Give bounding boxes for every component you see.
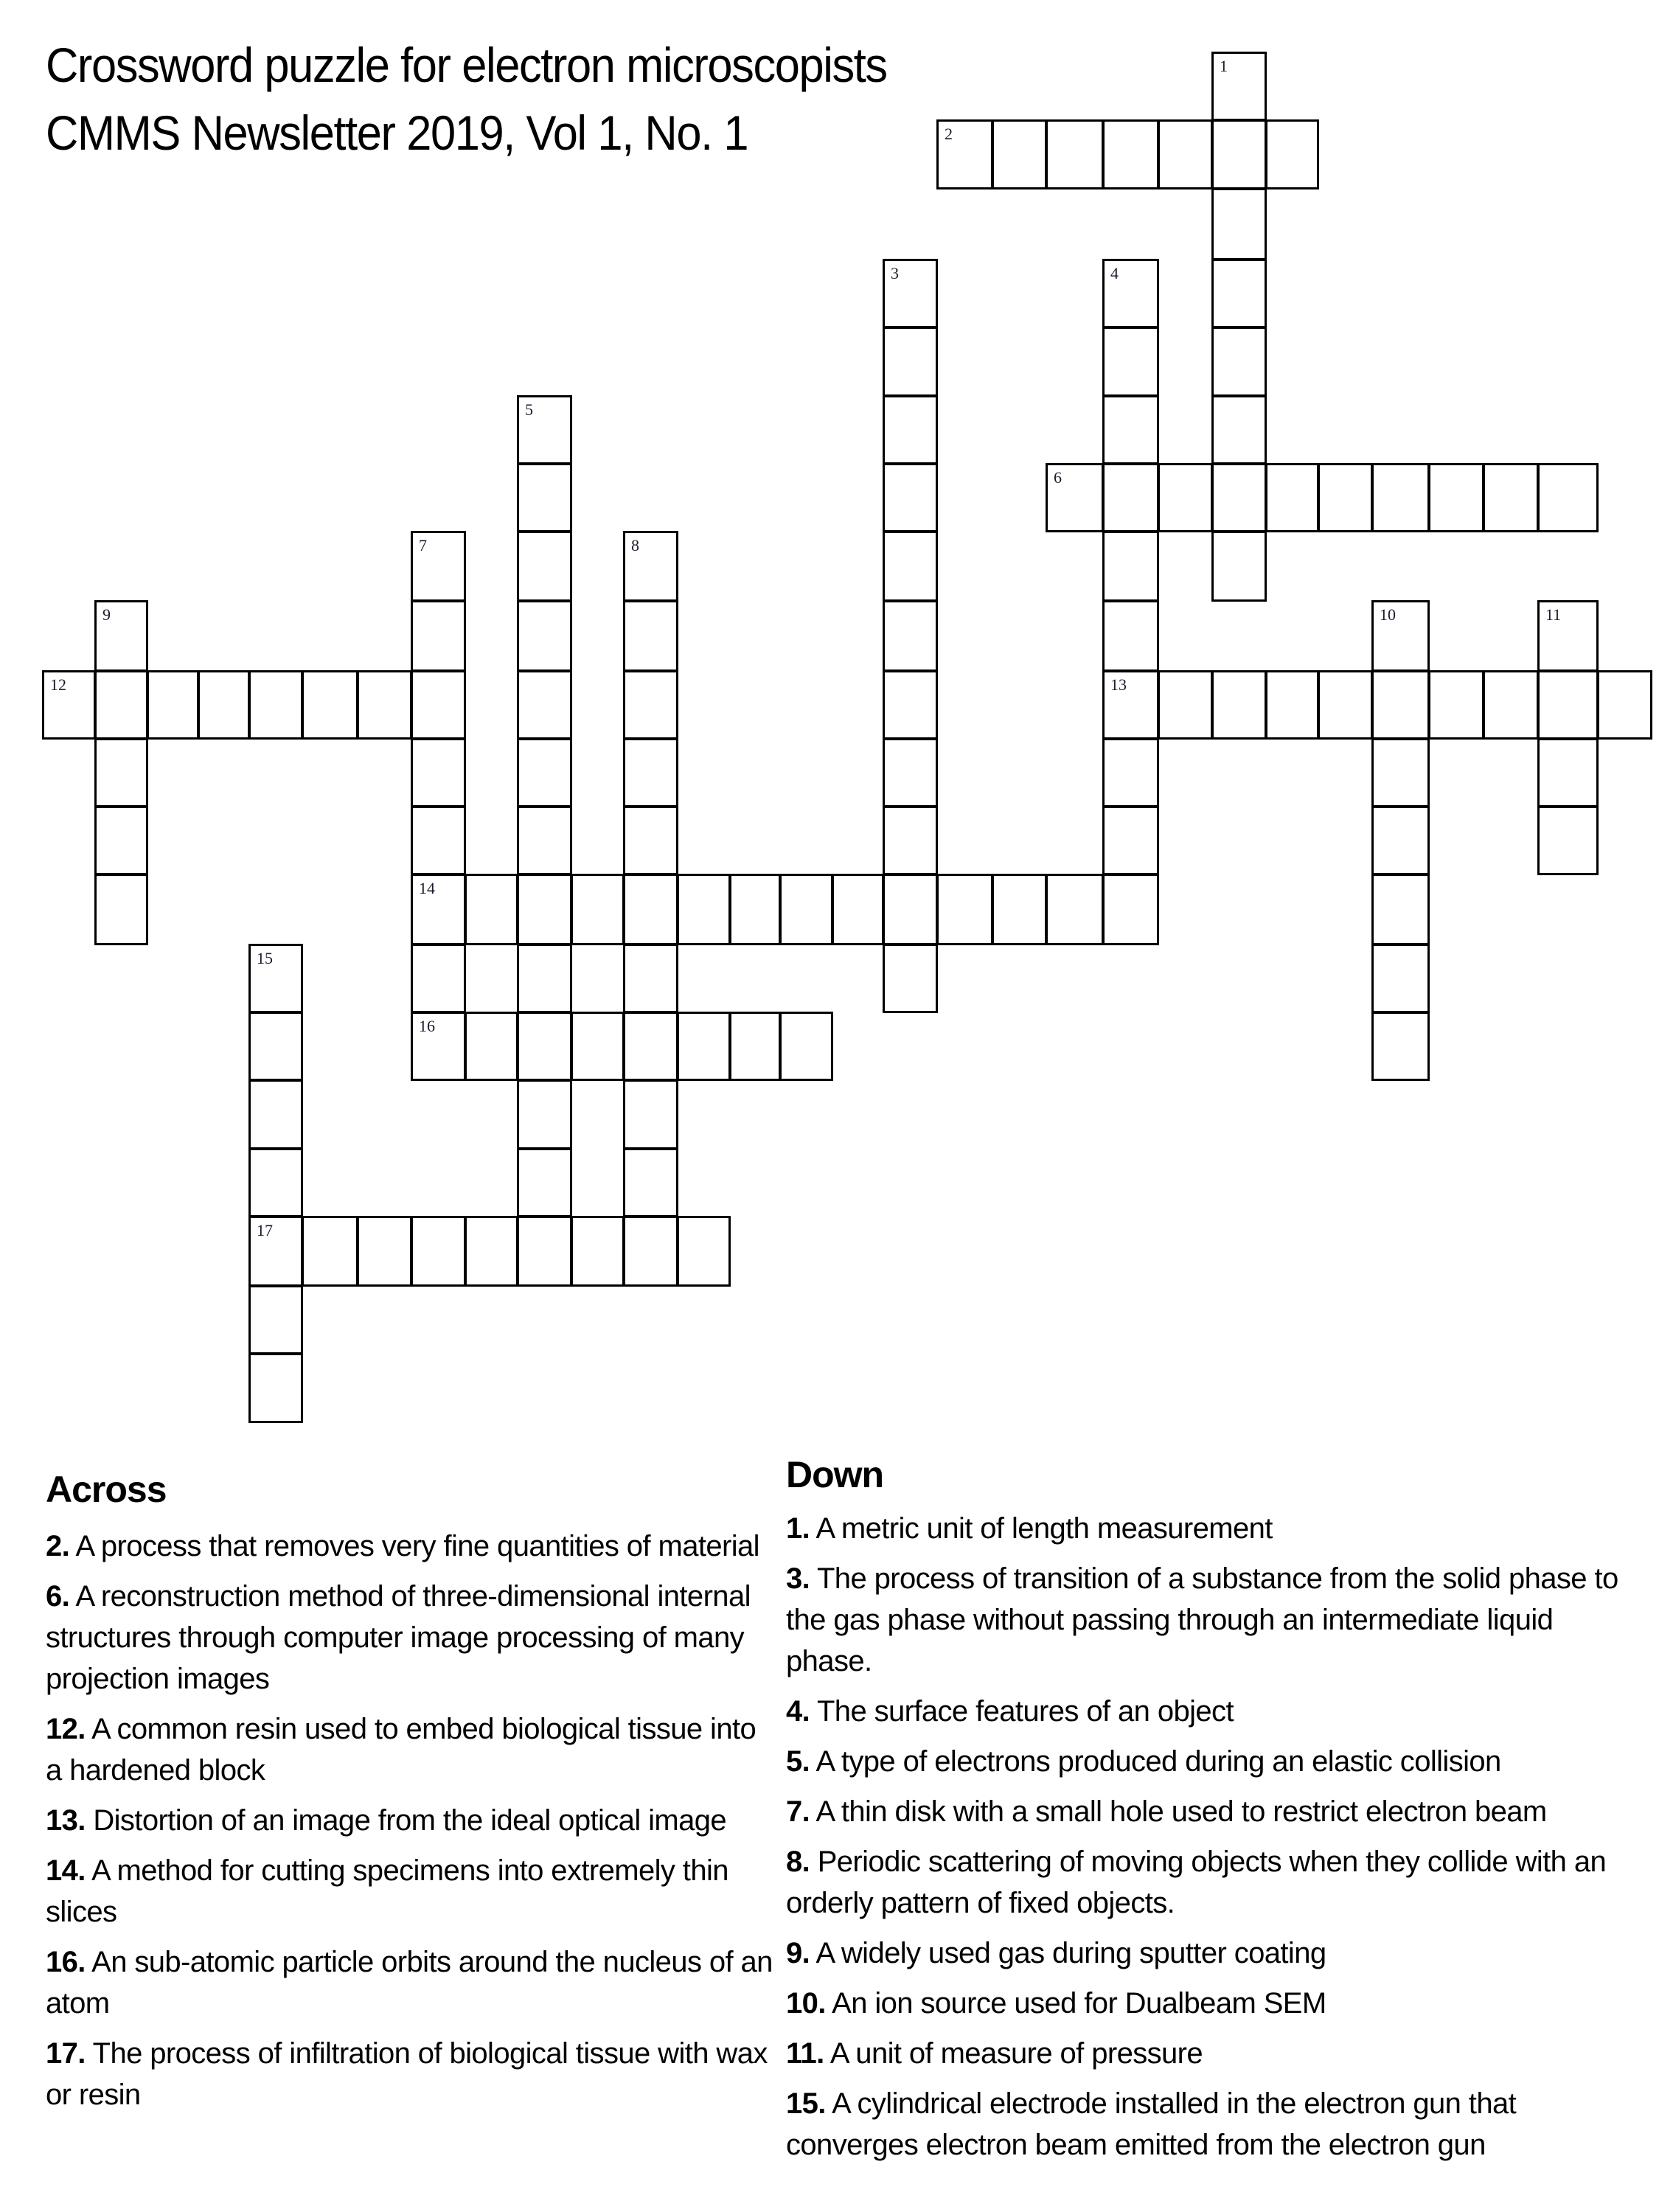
crossword-cell[interactable]	[1102, 806, 1159, 875]
crossword-cell[interactable]	[198, 670, 250, 740]
crossword-cell[interactable]	[517, 738, 572, 807]
down-clue-9	[786, 1933, 1634, 1974]
clue-number-label: 5	[525, 400, 533, 419]
crossword-cell[interactable]	[1371, 463, 1430, 532]
crossword-cell[interactable]	[1428, 670, 1484, 740]
crossword-cell[interactable]	[1371, 874, 1430, 945]
crossword-cell[interactable]	[1537, 806, 1599, 875]
clue-text: An ion source used for Dualbeam SEM	[832, 1987, 1326, 2020]
crossword-cell[interactable]	[248, 1079, 303, 1150]
crossword-cell[interactable]	[1483, 463, 1539, 532]
crossword-cell[interactable]	[302, 1216, 358, 1287]
clue-number-label: 6	[1054, 468, 1062, 487]
crossword-cell[interactable]	[517, 463, 572, 532]
clue-number-label: 9	[102, 605, 111, 624]
across-clue-17	[46, 2033, 776, 2115]
clue-text: A process that removes very fine quantities of material	[75, 1530, 759, 1562]
crossword-cell[interactable]	[94, 874, 148, 945]
clue-number-label: 3	[891, 264, 899, 282]
crossword-cell[interactable]	[517, 874, 572, 945]
crossword-cell[interactable]	[1046, 874, 1104, 945]
clue-number-label: 2	[945, 125, 953, 143]
crossword-cell[interactable]	[248, 1285, 303, 1354]
clue-number-label: 16	[419, 1017, 435, 1035]
clue-text: The process of transition of a substance from the solid phase to the gas phase without passing through an intermediate liquid phase.	[786, 1562, 1618, 1677]
clue-number: 12.	[46, 1713, 86, 1745]
across-clue-13	[46, 1800, 776, 1841]
crossword-cell[interactable]	[147, 670, 199, 740]
crossword-cell[interactable]	[517, 1148, 572, 1217]
across-clue-6	[46, 1576, 776, 1700]
clue-text: The process of infiltration of biological tissue with wax or resin	[46, 2037, 768, 2111]
crossword-cell[interactable]	[623, 1012, 678, 1081]
across-clue-16	[46, 1941, 776, 2024]
clue-text: The surface features of an object	[816, 1695, 1234, 1728]
crossword-cell[interactable]	[623, 1216, 678, 1287]
crossword-cell[interactable]	[248, 944, 303, 1013]
crossword-cell[interactable]	[992, 874, 1047, 945]
crossword-cell[interactable]	[1371, 670, 1430, 740]
crossword-cell[interactable]	[1537, 463, 1599, 532]
crossword-cell[interactable]	[779, 1012, 833, 1081]
crossword-cell[interactable]	[729, 1012, 781, 1081]
clue-number-label: 13	[1110, 675, 1127, 694]
crossword-cell[interactable]	[1211, 119, 1267, 189]
crossword-cell[interactable]	[517, 1216, 572, 1287]
crossword-cell[interactable]	[623, 944, 678, 1013]
clue-number-label: 4	[1110, 264, 1119, 282]
crossword-cell[interactable]	[1428, 463, 1484, 532]
clue-text: A widely used gas during sputter coating	[815, 1937, 1326, 1969]
crossword-cell[interactable]	[465, 874, 518, 945]
crossword-cell[interactable]	[94, 738, 148, 807]
crossword-cell[interactable]	[1211, 531, 1267, 602]
crossword-cell[interactable]	[623, 1148, 678, 1217]
clue-number: 6.	[46, 1580, 70, 1613]
crossword-cell[interactable]	[1102, 327, 1159, 397]
down-heading: Down	[786, 1454, 884, 1495]
clue-text: An sub-atomic particle orbits around the nucleus of an atom	[46, 1946, 773, 2020]
clue-number-label: 11	[1545, 605, 1562, 624]
clue-number: 10.	[786, 1987, 826, 2020]
crossword-cell[interactable]	[465, 1012, 518, 1081]
crossword-cell[interactable]	[779, 874, 833, 945]
crossword-cell[interactable]	[248, 1216, 303, 1287]
crossword-cell[interactable]	[677, 1216, 731, 1287]
clue-number-label: 14	[419, 879, 435, 897]
down-clue-1	[786, 1508, 1634, 1549]
clue-number-label: 10	[1380, 605, 1396, 624]
clue-number: 16.	[46, 1946, 86, 1978]
page-subtitle: CMMS Newsletter 2019, Vol 1, No. 1	[46, 105, 748, 160]
across-clues	[46, 1449, 776, 2124]
down-clue-3	[786, 1558, 1634, 1682]
crossword-cell[interactable]	[883, 600, 938, 672]
clue-text: A type of electrons produced during an elastic collision	[815, 1745, 1501, 1778]
crossword-cell[interactable]	[1371, 600, 1430, 672]
crossword-cell[interactable]	[729, 874, 781, 945]
crossword-cell[interactable]	[677, 874, 731, 945]
crossword-cell[interactable]	[1102, 531, 1159, 602]
clue-number: 11.	[786, 2037, 824, 2070]
page-title: Crossword puzzle for electron microscopists	[46, 38, 887, 92]
crossword-cell[interactable]	[517, 1079, 572, 1150]
crossword-cell[interactable]	[883, 806, 938, 875]
down-clue-8	[786, 1841, 1634, 1924]
clue-number: 8.	[786, 1846, 810, 1878]
crossword-cell[interactable]	[1371, 1012, 1430, 1081]
clue-number-label: 1	[1220, 57, 1228, 75]
crossword-cell[interactable]	[517, 1012, 572, 1081]
crossword-cell[interactable]	[1211, 188, 1267, 260]
crossword-cell[interactable]	[1046, 119, 1104, 189]
crossword-cell[interactable]	[1597, 670, 1652, 740]
clue-number: 2.	[46, 1530, 70, 1562]
clue-number: 1.	[786, 1512, 810, 1545]
crossword-cell[interactable]	[1046, 463, 1104, 532]
down-clue-5	[786, 1741, 1634, 1782]
crossword-cell[interactable]	[936, 119, 993, 189]
crossword-cell[interactable]	[1211, 670, 1267, 740]
clue-text: Periodic scattering of moving objects when they collide with an orderly pattern of fixed objects.	[786, 1846, 1607, 1919]
down-clue-10	[786, 1983, 1634, 2024]
crossword-cell[interactable]	[411, 738, 466, 807]
clue-text: A thin disk with a small hole used to restrict electron beam	[815, 1795, 1547, 1828]
crossword-cell[interactable]	[1158, 119, 1213, 189]
crossword-cell[interactable]	[411, 600, 466, 672]
crossword-cell[interactable]	[1371, 806, 1430, 875]
crossword-cell[interactable]	[883, 395, 938, 465]
crossword-cell[interactable]	[1537, 738, 1599, 807]
crossword-cell[interactable]	[677, 1012, 731, 1081]
crossword-cell[interactable]	[1371, 944, 1430, 1013]
clue-text: A common resin used to embed biological tissue into a hardened block	[46, 1713, 757, 1787]
crossword-cell[interactable]	[1158, 670, 1213, 740]
clue-text: A reconstruction method of three-dimensional internal structures through computer image processing of many projection images	[46, 1580, 751, 1695]
crossword-cell[interactable]	[1211, 327, 1267, 397]
across-clue-12	[46, 1708, 776, 1791]
crossword-cell[interactable]	[1211, 395, 1267, 465]
crossword-cell[interactable]	[302, 670, 358, 740]
down-clue-15	[786, 2083, 1634, 2166]
crossword-cell[interactable]	[1102, 600, 1159, 672]
down-clue-4	[786, 1691, 1634, 1732]
crossword-cell[interactable]	[623, 874, 678, 945]
crossword-cell[interactable]	[411, 874, 466, 945]
crossword-cell[interactable]	[411, 806, 466, 875]
crossword-cell[interactable]	[883, 531, 938, 602]
clue-number: 5.	[786, 1745, 810, 1778]
crossword-cell[interactable]	[1102, 463, 1159, 532]
down-clue-11	[786, 2033, 1634, 2074]
crossword-cell[interactable]	[883, 944, 938, 1013]
crossword-cell[interactable]	[1102, 119, 1159, 189]
crossword-cell[interactable]	[248, 670, 303, 740]
clue-number: 13.	[46, 1804, 86, 1837]
crossword-cell[interactable]	[248, 1148, 303, 1217]
crossword-cell[interactable]	[1318, 670, 1373, 740]
crossword-cell[interactable]	[411, 1216, 466, 1287]
crossword-cell[interactable]	[411, 531, 466, 602]
crossword-cell[interactable]	[1265, 119, 1319, 189]
crossword-cell[interactable]	[571, 874, 625, 945]
crossword-cell[interactable]	[517, 806, 572, 875]
crossword-cell[interactable]	[1211, 52, 1267, 121]
clue-text: Distortion of an image from the ideal optical image	[93, 1804, 727, 1837]
crossword-cell[interactable]	[571, 1012, 625, 1081]
crossword-cell[interactable]	[1483, 670, 1539, 740]
crossword-cell[interactable]	[1371, 738, 1430, 807]
crossword-cell[interactable]	[883, 259, 938, 328]
crossword-cell[interactable]	[623, 806, 678, 875]
crossword-cell[interactable]	[1318, 463, 1373, 532]
crossword-cell[interactable]	[1537, 670, 1599, 740]
crossword-cell[interactable]	[465, 1216, 518, 1287]
clue-text: A cylindrical electrode installed in the electron gun that converges electron beam emitted from the electron gun	[786, 2087, 1517, 2161]
crossword-cell[interactable]	[517, 600, 572, 672]
crossword-cell[interactable]	[94, 670, 148, 740]
crossword-cell[interactable]	[623, 1079, 678, 1150]
clue-number: 14.	[46, 1854, 86, 1887]
crossword-cell[interactable]	[517, 670, 572, 740]
crossword-cell[interactable]	[1102, 874, 1159, 945]
clue-number-label: 7	[419, 536, 427, 554]
crossword-cell[interactable]	[1265, 463, 1319, 532]
crossword-cell[interactable]	[94, 806, 148, 875]
clue-number-label: 8	[631, 536, 639, 554]
crossword-cell[interactable]	[411, 1012, 466, 1081]
clue-number-label: 12	[50, 675, 66, 694]
across-heading: Across	[46, 1469, 167, 1510]
clue-number: 17.	[46, 2037, 86, 2070]
clue-text: A unit of measure of pressure	[830, 2037, 1203, 2070]
crossword-cell[interactable]	[411, 670, 466, 740]
crossword-cell[interactable]	[1265, 670, 1319, 740]
crossword-cell[interactable]	[1102, 738, 1159, 807]
clue-text: A metric unit of length measurement	[815, 1512, 1273, 1545]
crossword-cell[interactable]	[883, 874, 938, 945]
across-clue-14	[46, 1850, 776, 1933]
clue-number-label: 15	[257, 949, 273, 967]
clue-number: 15.	[786, 2087, 826, 2120]
clue-number: 7.	[786, 1795, 810, 1828]
down-clues	[786, 1449, 1634, 2174]
crossword-cell[interactable]	[357, 1216, 412, 1287]
clue-text: A method for cutting specimens into extremely thin slices	[46, 1854, 728, 1928]
clue-number: 3.	[786, 1562, 810, 1595]
crossword-cell[interactable]	[1211, 463, 1267, 532]
crossword-cell[interactable]	[248, 1353, 303, 1423]
down-clue-7	[786, 1791, 1634, 1832]
crossword-cell[interactable]	[517, 944, 572, 1013]
crossword-cell[interactable]	[623, 738, 678, 807]
clue-number: 9.	[786, 1937, 810, 1969]
crossword-cell[interactable]	[883, 463, 938, 532]
crossword-cell[interactable]	[832, 874, 884, 945]
crossword-cell[interactable]	[883, 327, 938, 397]
crossword-cell[interactable]	[623, 531, 678, 602]
crossword-cell[interactable]	[571, 1216, 625, 1287]
crossword-cell[interactable]	[1211, 259, 1267, 328]
clue-number-label: 17	[257, 1221, 273, 1239]
crossword-cell[interactable]	[992, 119, 1047, 189]
crossword-cell[interactable]	[623, 670, 678, 740]
crossword-cell[interactable]	[883, 738, 938, 807]
crossword-cell[interactable]	[248, 1012, 303, 1081]
crossword-cell[interactable]	[1102, 259, 1159, 328]
crossword-cell[interactable]	[94, 600, 148, 672]
crossword-cell[interactable]	[1102, 670, 1159, 740]
clue-number: 4.	[786, 1695, 810, 1728]
across-clue-2	[46, 1526, 776, 1567]
crossword-cell[interactable]	[936, 874, 993, 945]
crossword-cell[interactable]	[1102, 395, 1159, 465]
crossword-cell[interactable]	[517, 395, 572, 465]
crossword-cell[interactable]	[623, 600, 678, 672]
crossword-cell[interactable]	[517, 531, 572, 602]
crossword-cell[interactable]	[883, 670, 938, 740]
crossword-cell[interactable]	[411, 944, 466, 1013]
crossword-cell[interactable]	[42, 670, 96, 740]
crossword-cell[interactable]	[357, 670, 412, 740]
crossword-cell[interactable]	[1158, 463, 1213, 532]
crossword-cell[interactable]	[1537, 600, 1599, 672]
